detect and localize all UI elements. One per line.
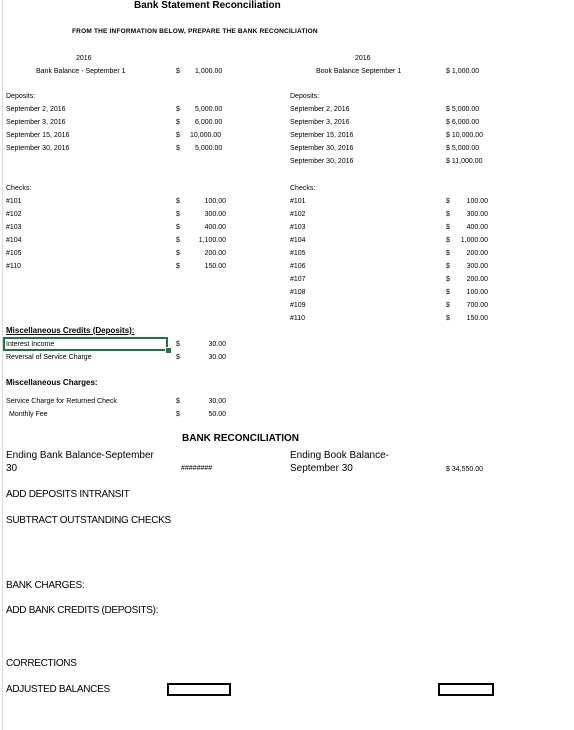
bank-check-amount[interactable]: 100.00 (204, 198, 226, 205)
book-deposit-amount: 11,000.00 (451, 158, 483, 165)
adjusted-balances-label[interactable]: ADJUSTED BALANCES (6, 684, 110, 695)
dollar-sign: $ (446, 250, 450, 257)
book-deposit-amount-cell[interactable] (446, 145, 479, 152)
dollar-sign: $ (176, 106, 180, 113)
bank-deposit-amount[interactable]: 6,000.00 (195, 119, 223, 126)
dollar-sign: $ (446, 119, 450, 126)
bank-check-number[interactable]: #103 (6, 224, 22, 231)
sheet-gridline (2, 0, 3, 730)
book-balance-value-cell[interactable] (446, 68, 479, 75)
book-deposit-date[interactable]: September 30, 2016 (290, 158, 354, 165)
dollar-sign: $ (446, 315, 450, 322)
book-check-amount[interactable]: 400.00 (466, 224, 488, 231)
misc-credit-amount[interactable]: 30.00 (208, 341, 226, 348)
book-check-amount[interactable]: 300.00 (466, 263, 488, 270)
dollar-sign: $ (176, 398, 180, 405)
misc-charge-amount[interactable]: 50.00 (208, 411, 226, 418)
dollar-sign: $ (176, 354, 180, 361)
dollar-sign: $ (446, 211, 450, 218)
instruction-text[interactable]: FROM THE INFORMATION BELOW, PREPARE THE BANK RECONCILIATION (72, 28, 318, 35)
book-deposit-amount-cell[interactable] (446, 106, 479, 113)
bank-checks-label[interactable]: Checks: (6, 185, 32, 192)
dollar-sign: $ (446, 289, 450, 296)
book-check-number[interactable]: #105 (290, 250, 306, 257)
dollar-sign: $ (176, 341, 180, 348)
dollar-sign: $ (446, 263, 450, 270)
adjusted-bank-balance-cell[interactable] (167, 683, 231, 696)
bank-deposit-date[interactable]: September 2, 2016 (6, 106, 66, 113)
misc-credit-name[interactable]: Interest Income (6, 341, 55, 348)
bank-deposit-date[interactable]: September 30, 2016 (6, 145, 70, 152)
dollar-sign: $ (176, 224, 180, 231)
ending-bank-label-line1[interactable]: Ending Bank Balance-September (6, 450, 154, 461)
ending-bank-value[interactable]: ######## (181, 465, 213, 472)
adjusted-book-balance-cell[interactable] (438, 683, 494, 696)
book-check-amount[interactable]: 300.00 (466, 211, 488, 218)
bank-balance-value[interactable]: 1,000.00 (195, 68, 223, 75)
dollar-sign: $ (446, 158, 450, 165)
misc-charge-name[interactable]: Service Charge for Returned Check (6, 398, 117, 405)
dollar-sign: $ (176, 263, 180, 270)
ending-bank-label-line2[interactable]: 30 (6, 463, 18, 474)
dollar-sign: $ (176, 145, 180, 152)
bank-check-number[interactable]: #110 (6, 263, 22, 270)
book-check-number[interactable]: #104 (290, 237, 306, 244)
ending-book-label-line2[interactable]: September 30 (290, 463, 353, 474)
bank-deposit-amount[interactable]: 5,000.00 (195, 106, 223, 113)
bank-check-amount[interactable]: 150.00 (204, 263, 226, 270)
bank-deposit-amount[interactable]: 5,000.00 (195, 145, 223, 152)
book-check-amount[interactable]: 700.00 (466, 302, 488, 309)
bank-check-amount[interactable]: 200.00 (204, 250, 226, 257)
bank-balance-label[interactable]: Bank Balance - September 1 (36, 68, 126, 75)
misc-charge-name[interactable]: Monthly Fee (9, 411, 48, 418)
bank-deposits-label[interactable]: Deposits: (6, 93, 36, 100)
dollar-sign: $ (446, 224, 450, 231)
bank-check-amount[interactable]: 400.00 (204, 224, 226, 231)
book-check-amount[interactable]: 200.00 (466, 250, 488, 257)
book-check-number[interactable]: #101 (290, 198, 306, 205)
book-check-amount[interactable]: 1,000.00 (460, 237, 488, 244)
book-check-number[interactable]: #102 (290, 211, 306, 218)
deposits-in-transit-label[interactable]: ADD DEPOSITS INTRANSIT (6, 489, 130, 500)
book-checks-label[interactable]: Checks: (290, 185, 316, 192)
book-check-number[interactable]: #110 (290, 315, 306, 322)
misc-credits-label[interactable]: Miscellaneous Credits (Deposits): (6, 326, 135, 335)
book-balance-label[interactable]: Book Balance September 1 (316, 68, 402, 75)
dollar-sign: $ (176, 250, 180, 257)
dollar-sign: $ (176, 198, 180, 205)
dollar-sign: $ (176, 237, 180, 244)
dollar-sign: $ (176, 68, 180, 75)
book-check-number[interactable]: #107 (290, 276, 306, 283)
dollar-sign: $ (446, 302, 450, 309)
bank-charges-label[interactable]: BANK CHARGES: (6, 580, 85, 591)
book-deposit-amount: 6,000.00 (451, 119, 480, 126)
corrections-label[interactable]: CORRECTIONS (6, 658, 77, 669)
dollar-sign: $ (446, 106, 450, 113)
book-check-number[interactable]: #109 (290, 302, 306, 309)
bank-deposit-date[interactable]: September 3, 2016 (6, 119, 66, 126)
book-deposit-amount-cell[interactable] (446, 132, 483, 139)
book-check-number[interactable]: #106 (290, 263, 306, 270)
bank-credits-label[interactable]: ADD BANK CREDITS (DEPOSITS): (6, 605, 159, 616)
misc-credit-amount[interactable]: 30.00 (208, 354, 226, 361)
dollar-sign: $ (176, 119, 180, 126)
book-deposit-amount-cell[interactable] (446, 158, 482, 165)
book-deposit-amount: 10,000.00 (451, 132, 484, 139)
dollar-sign: $ (446, 145, 450, 152)
bank-year[interactable]: 2016 (76, 55, 92, 62)
bank-deposit-date[interactable]: September 15, 2016 (6, 132, 70, 139)
bank-check-number[interactable]: #102 (6, 211, 22, 218)
ending-book-value[interactable]: $ 34,550.00 (446, 466, 483, 473)
dollar-sign: $ (176, 411, 180, 418)
dollar-sign: $ (446, 198, 450, 205)
book-check-number[interactable]: #103 (290, 224, 306, 231)
dollar-sign: $ (176, 132, 180, 139)
bank-check-amount[interactable]: 1,100.00 (198, 237, 226, 244)
book-deposit-date[interactable]: September 15, 2016 (290, 132, 354, 139)
book-year[interactable]: 2016 (355, 55, 371, 62)
dollar-sign: $ (446, 68, 450, 75)
bank-check-amount[interactable]: 300.00 (204, 211, 226, 218)
book-deposit-date[interactable]: September 3, 2016 (290, 119, 350, 126)
book-check-amount[interactable]: 100.00 (466, 198, 488, 205)
dollar-sign: $ (446, 276, 450, 283)
fill-handle[interactable] (165, 347, 172, 354)
book-deposit-amount: 5,000.00 (451, 106, 480, 113)
reconciliation-title[interactable]: BANK RECONCILIATION (182, 433, 300, 444)
ending-book-label-line1[interactable]: Ending Book Balance- (290, 450, 389, 461)
dollar-sign: $ (446, 237, 450, 244)
bank-deposit-amount[interactable]: 10,000.00 (190, 132, 222, 139)
dollar-sign: $ (176, 211, 180, 218)
book-deposit-amount: 5,000.00 (451, 145, 480, 152)
book-deposits-label[interactable]: Deposits: (290, 93, 320, 100)
misc-charge-amount[interactable]: 30.00 (208, 398, 226, 405)
sheet-title[interactable]: Bank Statement Reconciliation (134, 0, 281, 11)
bank-check-number[interactable]: #101 (6, 198, 22, 205)
book-deposit-amount-cell[interactable] (446, 119, 479, 126)
book-balance-value: 1,000.00 (451, 68, 480, 75)
book-deposit-date[interactable]: September 30, 2016 (290, 145, 354, 152)
book-check-amount[interactable]: 200.00 (466, 276, 488, 283)
book-check-amount[interactable]: 100.00 (466, 289, 488, 296)
dollar-sign: $ (446, 132, 450, 139)
misc-credit-name[interactable]: Reversal of Service Charge (6, 354, 92, 361)
misc-charges-label[interactable]: Miscellaneous Charges: (6, 378, 98, 387)
book-check-number[interactable]: #108 (290, 289, 306, 296)
bank-check-number[interactable]: #104 (6, 237, 22, 244)
bank-check-number[interactable]: #105 (6, 250, 22, 257)
outstanding-checks-label[interactable]: SUBTRACT OUTSTANDING CHECKS (6, 515, 171, 526)
book-check-amount[interactable]: 150.00 (466, 315, 488, 322)
book-deposit-date[interactable]: September 2, 2016 (290, 106, 350, 113)
